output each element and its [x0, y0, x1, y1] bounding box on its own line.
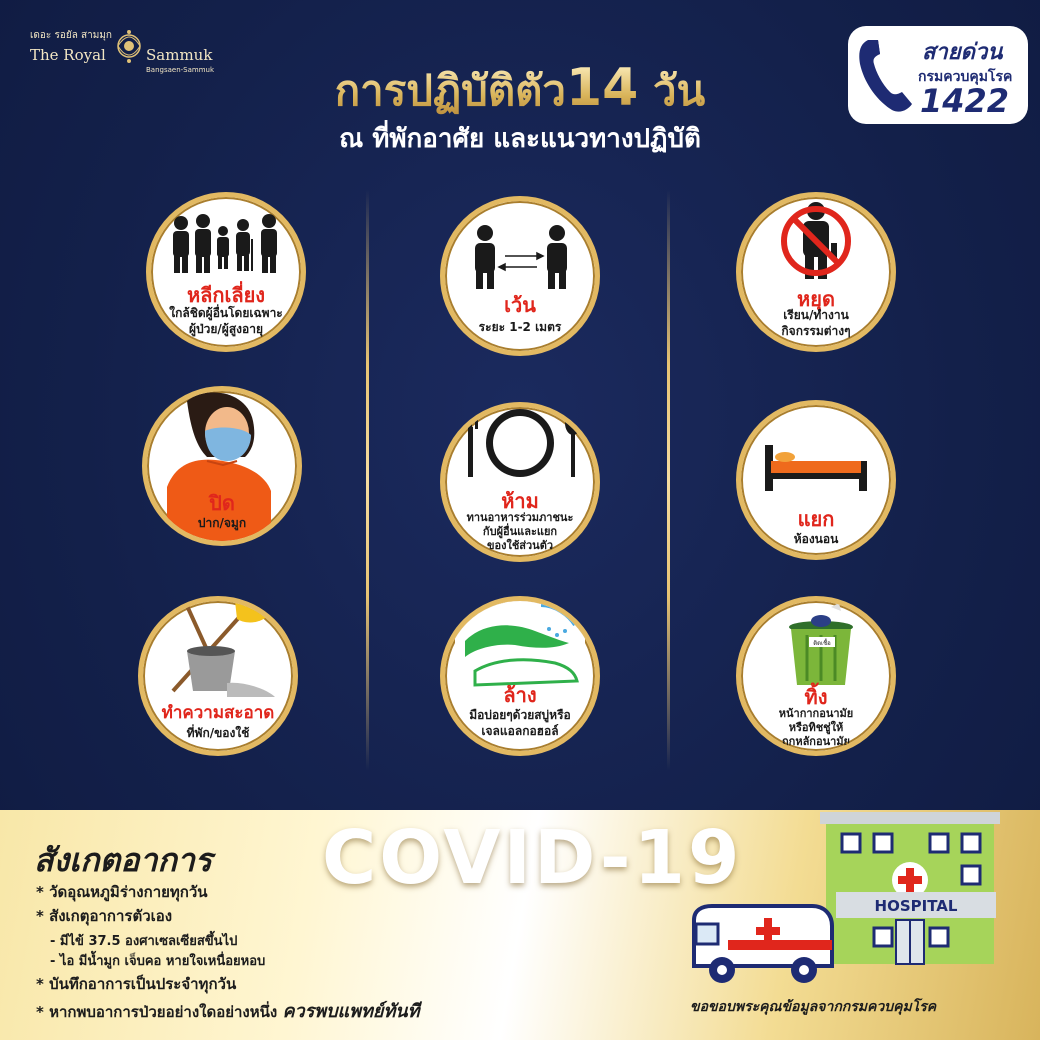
item-prohibit-head: ห้าม	[501, 489, 539, 513]
logo-sub-text: Bangsaen-Sammuk	[146, 66, 215, 74]
observe-last-emph: ควรพบแพทย์ทันที	[282, 1001, 420, 1022]
logo-sammuk-text: Sammuk	[146, 46, 213, 64]
observe-line-last	[36, 996, 419, 1025]
covid-label: COVID-19	[322, 815, 743, 901]
item-dispose-desc-1: หน้ากากอนามัย	[778, 707, 854, 720]
item-prohibit-desc-3: ของใช้ส่วนตัว	[486, 539, 554, 552]
item-dispose-desc-3: ถูกหลักอนามัย	[782, 735, 850, 748]
item-distance-head: เว้น	[504, 293, 536, 317]
page-title	[250, 60, 790, 119]
divider-left	[366, 190, 369, 770]
item-clean-circle	[138, 596, 298, 756]
hospital-icon	[812, 808, 1002, 968]
title-suffix: วัน	[652, 66, 706, 115]
hotline-number: 1422	[920, 82, 1010, 120]
item-avoid-head: หลีกเลี่ยง	[186, 283, 266, 307]
observe-sub-line-1: - มีไข้ 37.5 องศาเซลเซียสขึ้นไป	[50, 934, 238, 949]
item-separate-head: แยก	[797, 507, 835, 531]
page-subtitle: ณ ที่พักอาศัย และแนวทางปฏิบัติ	[339, 124, 701, 154]
observe-last-prefix: * หากพบอาการป่วยอย่างใดอย่างหนึ่ง	[36, 1003, 283, 1021]
item-avoid-circle	[146, 192, 306, 352]
item-dispose-circle	[736, 596, 896, 756]
logo-thai-text: เดอะ รอยัล สามมุก	[30, 30, 112, 41]
phone-icon	[854, 36, 918, 114]
item-prohibit-desc-1: ทานอาหารร่วมภาชนะ	[466, 511, 574, 524]
item-distance-circle	[440, 196, 600, 356]
observe-title: สังเกตอาการ	[34, 841, 212, 879]
observe-line-1: * วัดอุณหภูมิร่างกายทุกวัน	[36, 883, 208, 901]
item-clean-desc-1: ที่พัก/ของใช้	[186, 726, 250, 740]
item-cover-head: ปิด	[209, 491, 235, 515]
item-separate-circle	[736, 400, 896, 560]
item-wash-circle	[440, 596, 600, 756]
item-dispose-desc-2: หรือทิชชู่ให้	[788, 721, 844, 734]
item-separate-desc-1: ห้องนอน	[793, 532, 839, 546]
observe-sub-line-2: - ไอ มีน้ำมูก เจ็บคอ หายใจเหนื่อยหอบ	[50, 954, 266, 969]
item-wash-desc-2: เจลแอลกอฮอล์	[481, 724, 559, 738]
item-stop-circle	[736, 192, 896, 352]
title-prefix: การปฏิบัติตัว	[334, 66, 566, 115]
hotline-label: สายด่วน	[922, 40, 1003, 65]
item-distance-desc-1: ระยะ 1-2 เมตร	[478, 320, 562, 334]
item-avoid-desc-1: ใกล้ชิดผู้อื่นโดยเฉพาะ	[169, 306, 283, 320]
logo-emblem-icon	[114, 28, 144, 68]
divider-right	[667, 190, 670, 770]
hotline-badge	[848, 26, 1028, 124]
hospital-sign: HOSPITAL	[874, 897, 958, 915]
title-number: 14	[565, 58, 639, 118]
thanks-text: ขอขอบพระคุณข้อมูลจากกรมควบคุมโรค	[690, 999, 937, 1015]
item-cover-circle	[142, 386, 302, 546]
item-clean-head: ทำความสะอาด	[161, 703, 275, 723]
item-avoid-desc-2: ผู้ป่วย/ผู้สูงอายุ	[189, 322, 263, 336]
item-stop-desc-2: กิจกรรมต่างๆ	[781, 324, 851, 338]
item-cover-desc-1: ปาก/จมูก	[197, 516, 247, 530]
item-dispose-head: ทิ้ง	[804, 685, 828, 709]
item-stop-desc-1: เรียน/ทำงาน	[783, 308, 849, 322]
item-prohibit-desc-2: กับผู้อื่นและแยก	[482, 525, 558, 538]
item-stop-head: หยุด	[797, 287, 835, 311]
logo-royal-text: The Royal	[30, 46, 106, 64]
hotline-dept: กรมควบคุมโรค	[918, 69, 1013, 85]
observe-line-2: * สังเกตุอาการตัวเอง	[36, 907, 173, 925]
item-prohibit-circle	[440, 402, 600, 562]
observe-line-record: * บันทึกอาการเป็นประจำทุกวัน	[36, 975, 237, 993]
item-wash-desc-1: มือบ่อยๆด้วยสบู่หรือ	[469, 708, 571, 722]
item-wash-head: ล้าง	[503, 683, 537, 707]
ambulance-icon	[688, 900, 838, 986]
bin-label: ติดเชื้อ	[813, 640, 831, 647]
hotel-logo	[28, 22, 238, 78]
